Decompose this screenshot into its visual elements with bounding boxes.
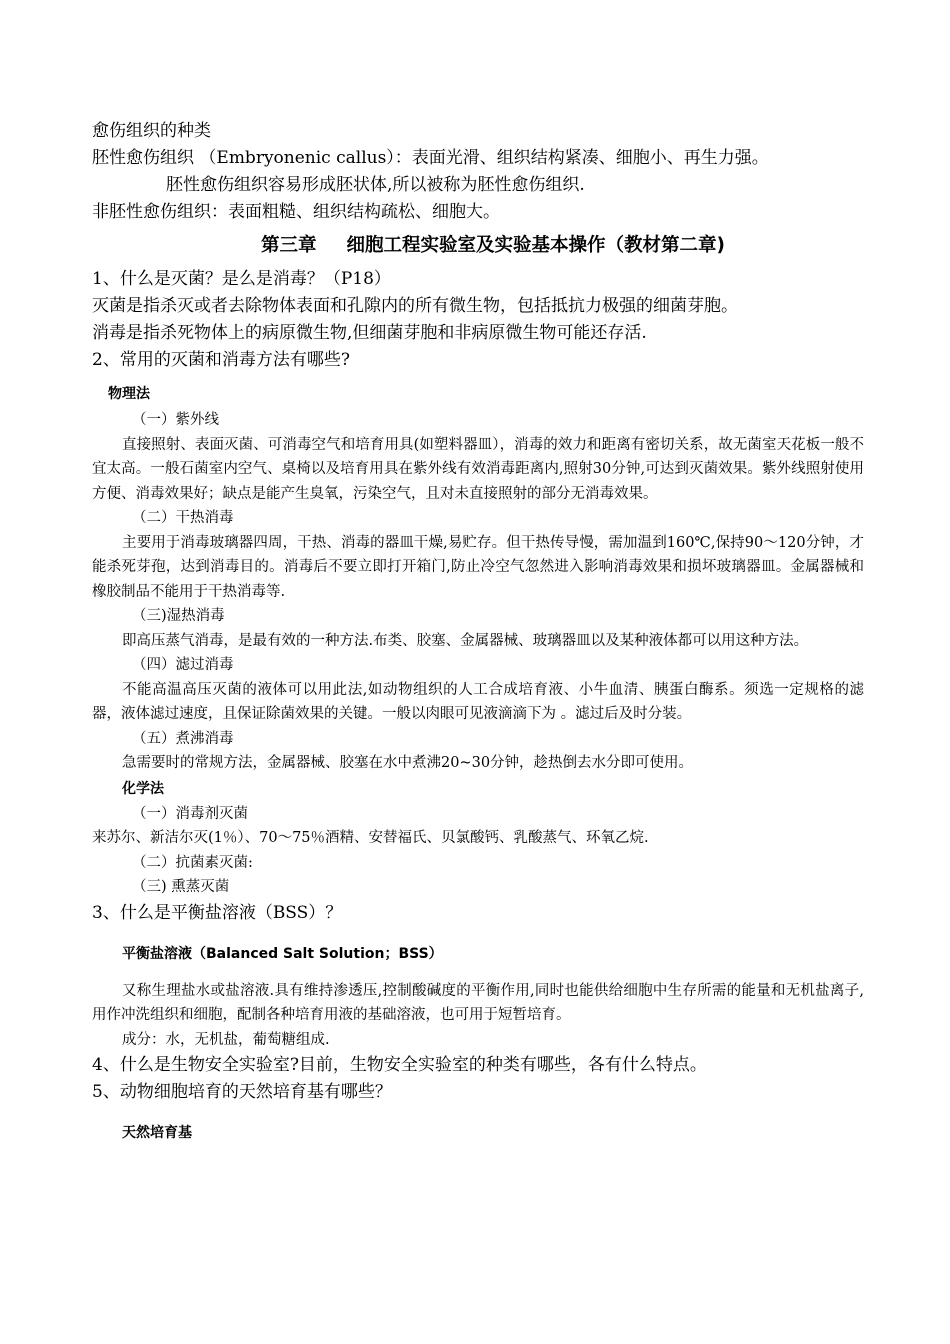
bss-components: 成分：水，无机盐，葡萄糖组成. [122,1031,330,1048]
boiling-title: （五）煮沸消毒 [132,730,234,747]
filtration-title: （四）滤过消毒 [132,657,234,673]
fumigation-title: （三) 熏蒸灭菌 [132,879,230,895]
embryonic-callus-line: 胚性愈伤组织 （Embryonenic callus）：表面光滑、组织结构紧凑、细胞小、再生力强。 [92,148,769,168]
embryonic-note-line: 胚性愈伤组织容易形成胚状体,所以被称为胚性愈伤组织. [166,175,585,195]
question-5: 5、动物细胞培育的天然培育基有哪些？ [92,1082,392,1102]
bss-text: 又称生理盐水或盐溶液.具有维持渗透压,控制酸碱度的平衡作用,同时也能供给细胞中生存所需的能量和无机盐离子,用作冲洗组织和细胞，配制各种培育用液的基础溶液，也可用于短暂培育。 [92,982,864,1023]
bss-heading: 平衡盐溶液（Balanced Salt Solution；BSS） [122,945,443,962]
document-page [92,118,864,1146]
uv-title: （一）紫外线 [132,412,219,428]
natural-medium-heading: 天然培育基 [122,1125,192,1141]
disinfectant-text: 来苏尔、新洁尔灭(1％）、70～75％酒精、安替福氏、贝氯酸钙、乳酸蒸气、环氧乙烷. [92,830,649,846]
question-1: 1、什么是灭菌？是么是消毒？（P18） [92,269,391,289]
sterilization-definition: 灭菌是指杀灭或者去除物体表面和孔隙内的所有微生物，包括抵抗力极强的细菌芽胞。 [92,296,738,316]
disinfection-definition: 消毒是指杀死物体上的病原微生物,但细菌芽胞和非病原微生物可能还存活. [92,323,647,343]
moist-heat-title: （三)湿热消毒 [132,608,225,624]
dry-heat-text: 主要用于消毒玻璃器四周，干热、消毒的器皿干燥,易贮存。但干热传导慢，需加温到160℃,保持90～120分钟，才能杀死芽孢，达到消毒目的。消毒后不要立即打开箱门,防止冷空气忽然进入影响消毒效果和损坏玻璃器皿。金属器械和橡胶制品不能用于干热消毒等. [92,534,864,600]
filtration-text: 不能高温高压灭菌的液体可以用此法,如动物组织的人工合成培育液、小牛血清、胰蛋白酶系。须选一定规格的滤器，液体滤过速度，且保证除菌效果的关键。一般以肉眼可见液滴滴下为 。滤过后及时分装。 [92,681,864,722]
dry-heat-title: （二）干热消毒 [132,510,234,526]
question-4: 4、什么是生物安全实验室?目前，生物安全实验室的种类有哪些，各有什么特点。 [92,1055,707,1075]
non-embryonic-line: 非胚性愈伤组织：表面粗糙、组织结构疏松、细胞大。 [92,202,500,222]
antibiotic-title: （二）抗菌素灭菌: [132,854,253,871]
physical-methods-heading: 物理法 [108,386,150,402]
disinfectant-title: （一）消毒剂灭菌 [132,805,248,822]
chemical-methods-heading: 化学法 [122,780,164,797]
uv-text: 直接照射、表面灭菌、可消毒空气和培育用具(如塑料器皿），消毒的效力和距离有密切关系，故无菌室天花板一般不宜太高。一般石菌室内空气、桌椅以及培育用具在紫外线有效消毒距离内,照射30分钟,可达到灭菌效果。紫外线照射使用方便、消毒效果好；缺点是能产生臭氧，污染空气，且对未直接照射的部分无消毒效果。 [92,436,864,502]
chapter-heading [92,226,864,266]
chapter-number: 第三章 [261,235,317,256]
chapter-title: 细胞工程实验室及实验基本操作（教材第二章) [346,235,725,256]
question-3: 3、什么是平衡盐溶液（BSS）？ [92,902,343,923]
boiling-text: 急需要时的常规方法，金属器械、胶塞在水中煮沸20~30分钟，趁热倒去水分即可使用。 [122,755,694,771]
moist-heat-text: 即高压蒸气消毒，是最有效的一种方法.布类、胶塞、金属器械、玻璃器皿以及某种液体都可以用这种方法。 [122,632,809,649]
question-2: 2、常用的灭菌和消毒方法有哪些? [92,350,350,370]
callus-types-line: 愈伤组织的种类 [92,121,211,141]
